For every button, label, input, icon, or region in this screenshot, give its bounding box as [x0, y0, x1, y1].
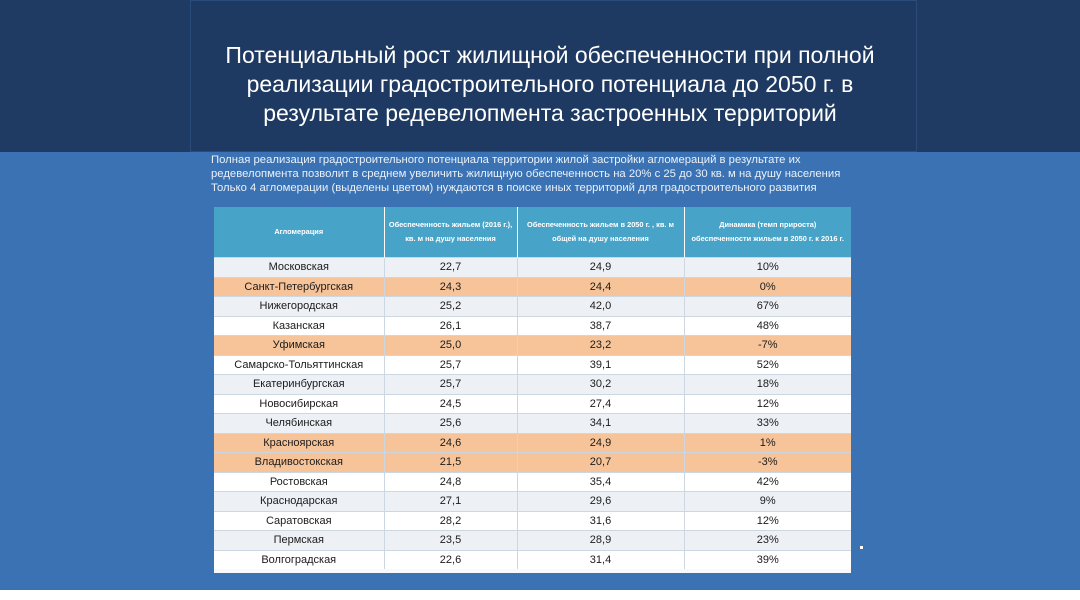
cell-housing-2050: 29,6	[517, 492, 684, 512]
cell-housing-2050: 35,4	[517, 472, 684, 492]
intro-line-1: Полная реализация градостроительного потенциала территории жилой застройки агломераций в результате их	[211, 154, 801, 166]
cell-housing-2016: 24,3	[384, 277, 517, 297]
cell-growth: 33%	[684, 414, 851, 434]
table-row	[214, 394, 851, 414]
table-row	[214, 453, 851, 473]
header-housing-2050: Обеспеченность жильем в 2050 г. , кв. м общей на душу населения	[517, 207, 684, 258]
cell-housing-2050: 39,1	[517, 355, 684, 375]
cell-agglomeration: Казанская	[214, 316, 384, 336]
cell-agglomeration: Ростовская	[214, 472, 384, 492]
cell-housing-2050: 30,2	[517, 375, 684, 395]
cell-housing-2050: 24,9	[517, 258, 684, 278]
cell-agglomeration: Саратовская	[214, 511, 384, 531]
cell-growth: 12%	[684, 394, 851, 414]
cell-housing-2016: 21,5	[384, 453, 517, 473]
cell-growth: -7%	[684, 336, 851, 356]
cell-housing-2050: 20,7	[517, 453, 684, 473]
cell-growth: 9%	[684, 492, 851, 512]
cell-housing-2050: 27,4	[517, 394, 684, 414]
table-row	[214, 414, 851, 434]
header-housing-2016: Обеспеченность жильем (2016 г.), кв. м на душу населения	[384, 207, 517, 258]
table-row	[214, 472, 851, 492]
cell-housing-2016: 26,1	[384, 316, 517, 336]
cell-housing-2016: 25,6	[384, 414, 517, 434]
cell-agglomeration: Московская	[214, 258, 384, 278]
cell-growth: 39%	[684, 550, 851, 569]
cell-growth: 52%	[684, 355, 851, 375]
table-body	[214, 258, 851, 570]
cell-housing-2016: 25,2	[384, 297, 517, 317]
table-row	[214, 531, 851, 551]
cell-housing-2016: 25,0	[384, 336, 517, 356]
cell-agglomeration: Волгоградская	[214, 550, 384, 569]
cell-housing-2016: 24,8	[384, 472, 517, 492]
cell-housing-2050: 34,1	[517, 414, 684, 434]
cell-housing-2016: 24,5	[384, 394, 517, 414]
header-growth: Динамика (темп прироста) обеспеченности жильем в 2050 г. к 2016 г.	[684, 207, 851, 258]
table-row	[214, 511, 851, 531]
cell-growth: 18%	[684, 375, 851, 395]
table-row	[214, 492, 851, 512]
cell-agglomeration: Уфимская	[214, 336, 384, 356]
cell-agglomeration: Красноярская	[214, 433, 384, 453]
cell-housing-2050: 24,4	[517, 277, 684, 297]
cell-housing-2050: 42,0	[517, 297, 684, 317]
intro-line-2: редевелопмента позволит в среднем увеличить жилищную обеспеченность на 20% с 25 до 30 кв. м на душу населения	[211, 168, 841, 181]
cell-housing-2050: 28,9	[517, 531, 684, 551]
cell-growth: 23%	[684, 531, 851, 551]
cell-agglomeration: Санкт-Петербургская	[214, 277, 384, 297]
cell-agglomeration: Екатеринбургская	[214, 375, 384, 395]
cell-growth: 42%	[684, 472, 851, 492]
decorative-dot	[860, 546, 863, 549]
table-row	[214, 316, 851, 336]
cell-housing-2016: 23,5	[384, 531, 517, 551]
table-row	[214, 550, 851, 569]
header-agglomeration: Агломерация	[214, 207, 384, 258]
cell-housing-2050: 31,4	[517, 550, 684, 569]
cell-agglomeration: Краснодарская	[214, 492, 384, 512]
cell-growth: 48%	[684, 316, 851, 336]
cell-growth: 10%	[684, 258, 851, 278]
cell-housing-2050: 23,2	[517, 336, 684, 356]
table-row	[214, 336, 851, 356]
cell-housing-2050: 31,6	[517, 511, 684, 531]
table-header	[214, 207, 851, 258]
cell-housing-2016: 22,7	[384, 258, 517, 278]
table-row	[214, 258, 851, 278]
cell-agglomeration: Самарско-Тольяттинская	[214, 355, 384, 375]
cell-housing-2016: 25,7	[384, 355, 517, 375]
slide-title: Потенциальный рост жилищной обеспеченности при полной реализации градостроительного потенциала до 2050 г. в результате редевелопмента застроенных территорий	[225, 42, 875, 126]
table-row	[214, 375, 851, 395]
cell-agglomeration: Владивостокская	[214, 453, 384, 473]
cell-growth: 67%	[684, 297, 851, 317]
table-row	[214, 297, 851, 317]
cell-agglomeration: Челябинская	[214, 414, 384, 434]
table-row	[214, 355, 851, 375]
cell-housing-2050: 24,9	[517, 433, 684, 453]
table-row	[214, 433, 851, 453]
cell-growth: 0%	[684, 277, 851, 297]
cell-housing-2016: 25,7	[384, 375, 517, 395]
intro-text	[211, 153, 901, 196]
housing-table	[214, 207, 851, 569]
cell-growth: 1%	[684, 433, 851, 453]
cell-housing-2016: 22,6	[384, 550, 517, 569]
cell-housing-2016: 24,6	[384, 433, 517, 453]
cell-agglomeration: Новосибирская	[214, 394, 384, 414]
housing-table-container	[214, 207, 851, 573]
cell-housing-2050: 38,7	[517, 316, 684, 336]
cell-housing-2016: 28,2	[384, 511, 517, 531]
cell-agglomeration: Нижегородская	[214, 297, 384, 317]
intro-line-3: Только 4 агломерации (выделены цветом) нуждаются в поиске иных территорий для градостроительного развития	[211, 182, 817, 195]
table-row	[214, 277, 851, 297]
cell-growth: -3%	[684, 453, 851, 473]
cell-growth: 12%	[684, 511, 851, 531]
cell-agglomeration: Пермская	[214, 531, 384, 551]
cell-housing-2016: 27,1	[384, 492, 517, 512]
